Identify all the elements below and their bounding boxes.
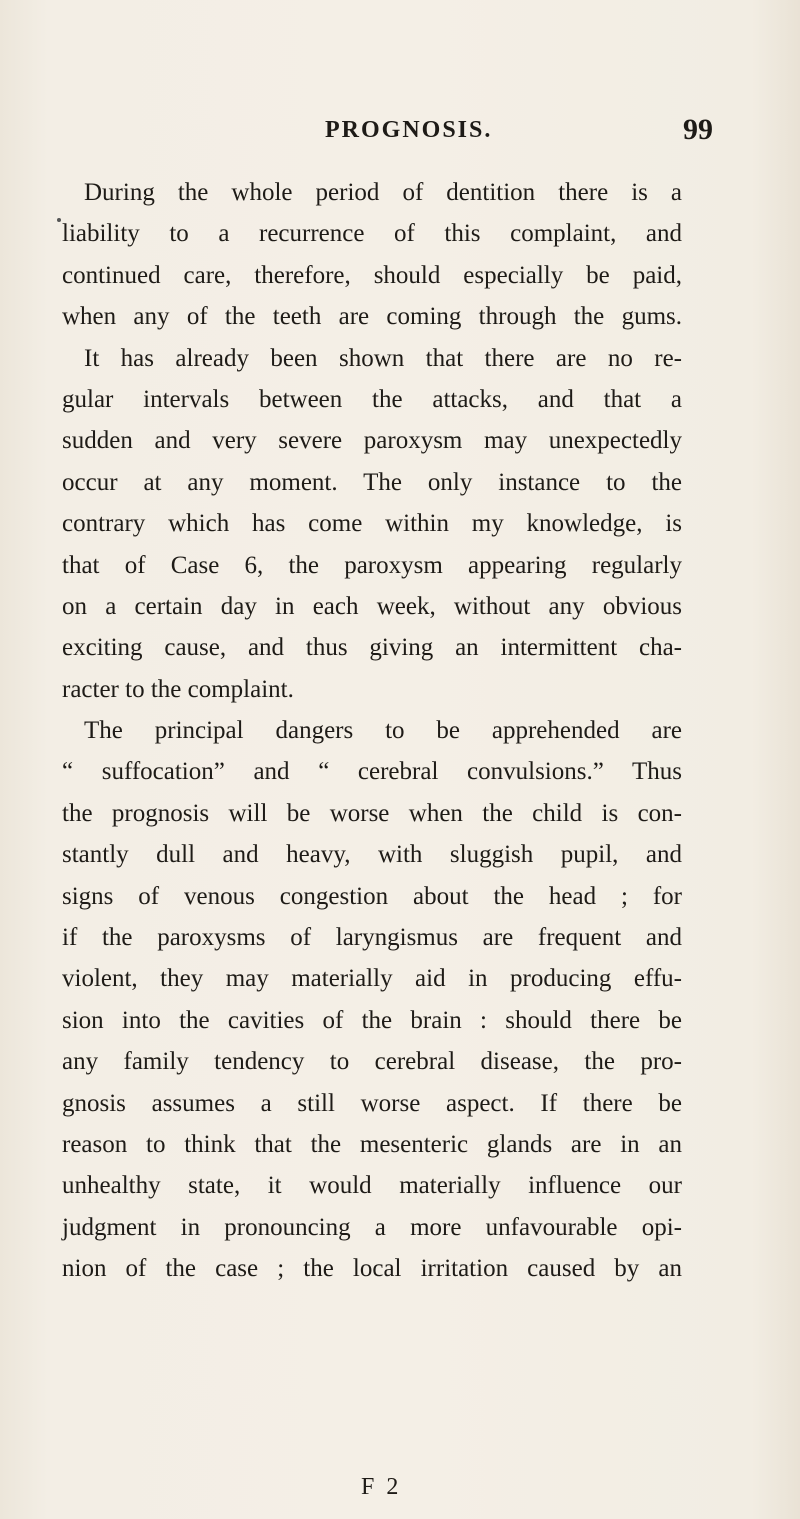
- text-line: contrary which has come within my knowledge, is: [62, 510, 682, 538]
- margin-dot: [57, 218, 61, 222]
- text-line: gular intervals between the attacks, and that a: [62, 385, 682, 413]
- text-line: the prognosis will be worse when the child is con-: [62, 799, 682, 827]
- text-line: any family tendency to cerebral disease, the pro-: [62, 1048, 682, 1076]
- text-line: reason to think that the mesenteric glands are in an: [62, 1130, 682, 1158]
- text-line: stantly dull and heavy, with sluggish pupil, and: [62, 841, 682, 869]
- text-line: sudden and very severe paroxysm may unexpectedly: [62, 427, 682, 455]
- text-line: on a certain day in each week, without any obvious: [62, 592, 682, 620]
- text-line: exciting cause, and thus giving an intermittent cha-: [62, 634, 682, 662]
- body-text: [62, 172, 682, 1290]
- text-line: that of Case 6, the paroxysm appearing regularly: [62, 551, 682, 579]
- text-line: sion into the cavities of the brain : should there be: [62, 1006, 682, 1034]
- text-line: occur at any moment. The only instance to the: [62, 468, 682, 496]
- running-head: [0, 113, 800, 153]
- text-line: “ suffocation” and “ cerebral convulsions.” Thus: [62, 758, 682, 786]
- page-number: 99: [683, 113, 713, 146]
- text-line: liability to a recurrence of this complaint, and: [62, 220, 682, 248]
- text-line: signs of venous congestion about the head ; for: [62, 882, 682, 910]
- text-line: violent, they may materially aid in producing effu-: [62, 965, 682, 993]
- running-title: PROGNOSIS.: [325, 117, 493, 143]
- text-line: racter to the complaint.: [62, 675, 294, 703]
- text-line: when any of the teeth are coming through the gums.: [62, 303, 682, 331]
- signature-mark: F 2: [361, 1474, 402, 1500]
- text-line: It has already been shown that there are no re-: [84, 344, 682, 372]
- text-line: nion of the case ; the local irritation caused by an: [62, 1255, 682, 1283]
- text-line: gnosis assumes a still worse aspect. If there be: [62, 1089, 682, 1117]
- text-line: unhealthy state, it would materially influence our: [62, 1172, 682, 1200]
- text-line: During the whole period of dentition there is a: [84, 179, 682, 206]
- text-line: continued care, therefore, should especially be paid,: [62, 261, 682, 289]
- text-line: if the paroxysms of laryngismus are frequent and: [62, 924, 682, 952]
- text-line: The principal dangers to be apprehended are: [84, 717, 682, 745]
- text-line: judgment in pronouncing a more unfavourable opi-: [62, 1213, 682, 1241]
